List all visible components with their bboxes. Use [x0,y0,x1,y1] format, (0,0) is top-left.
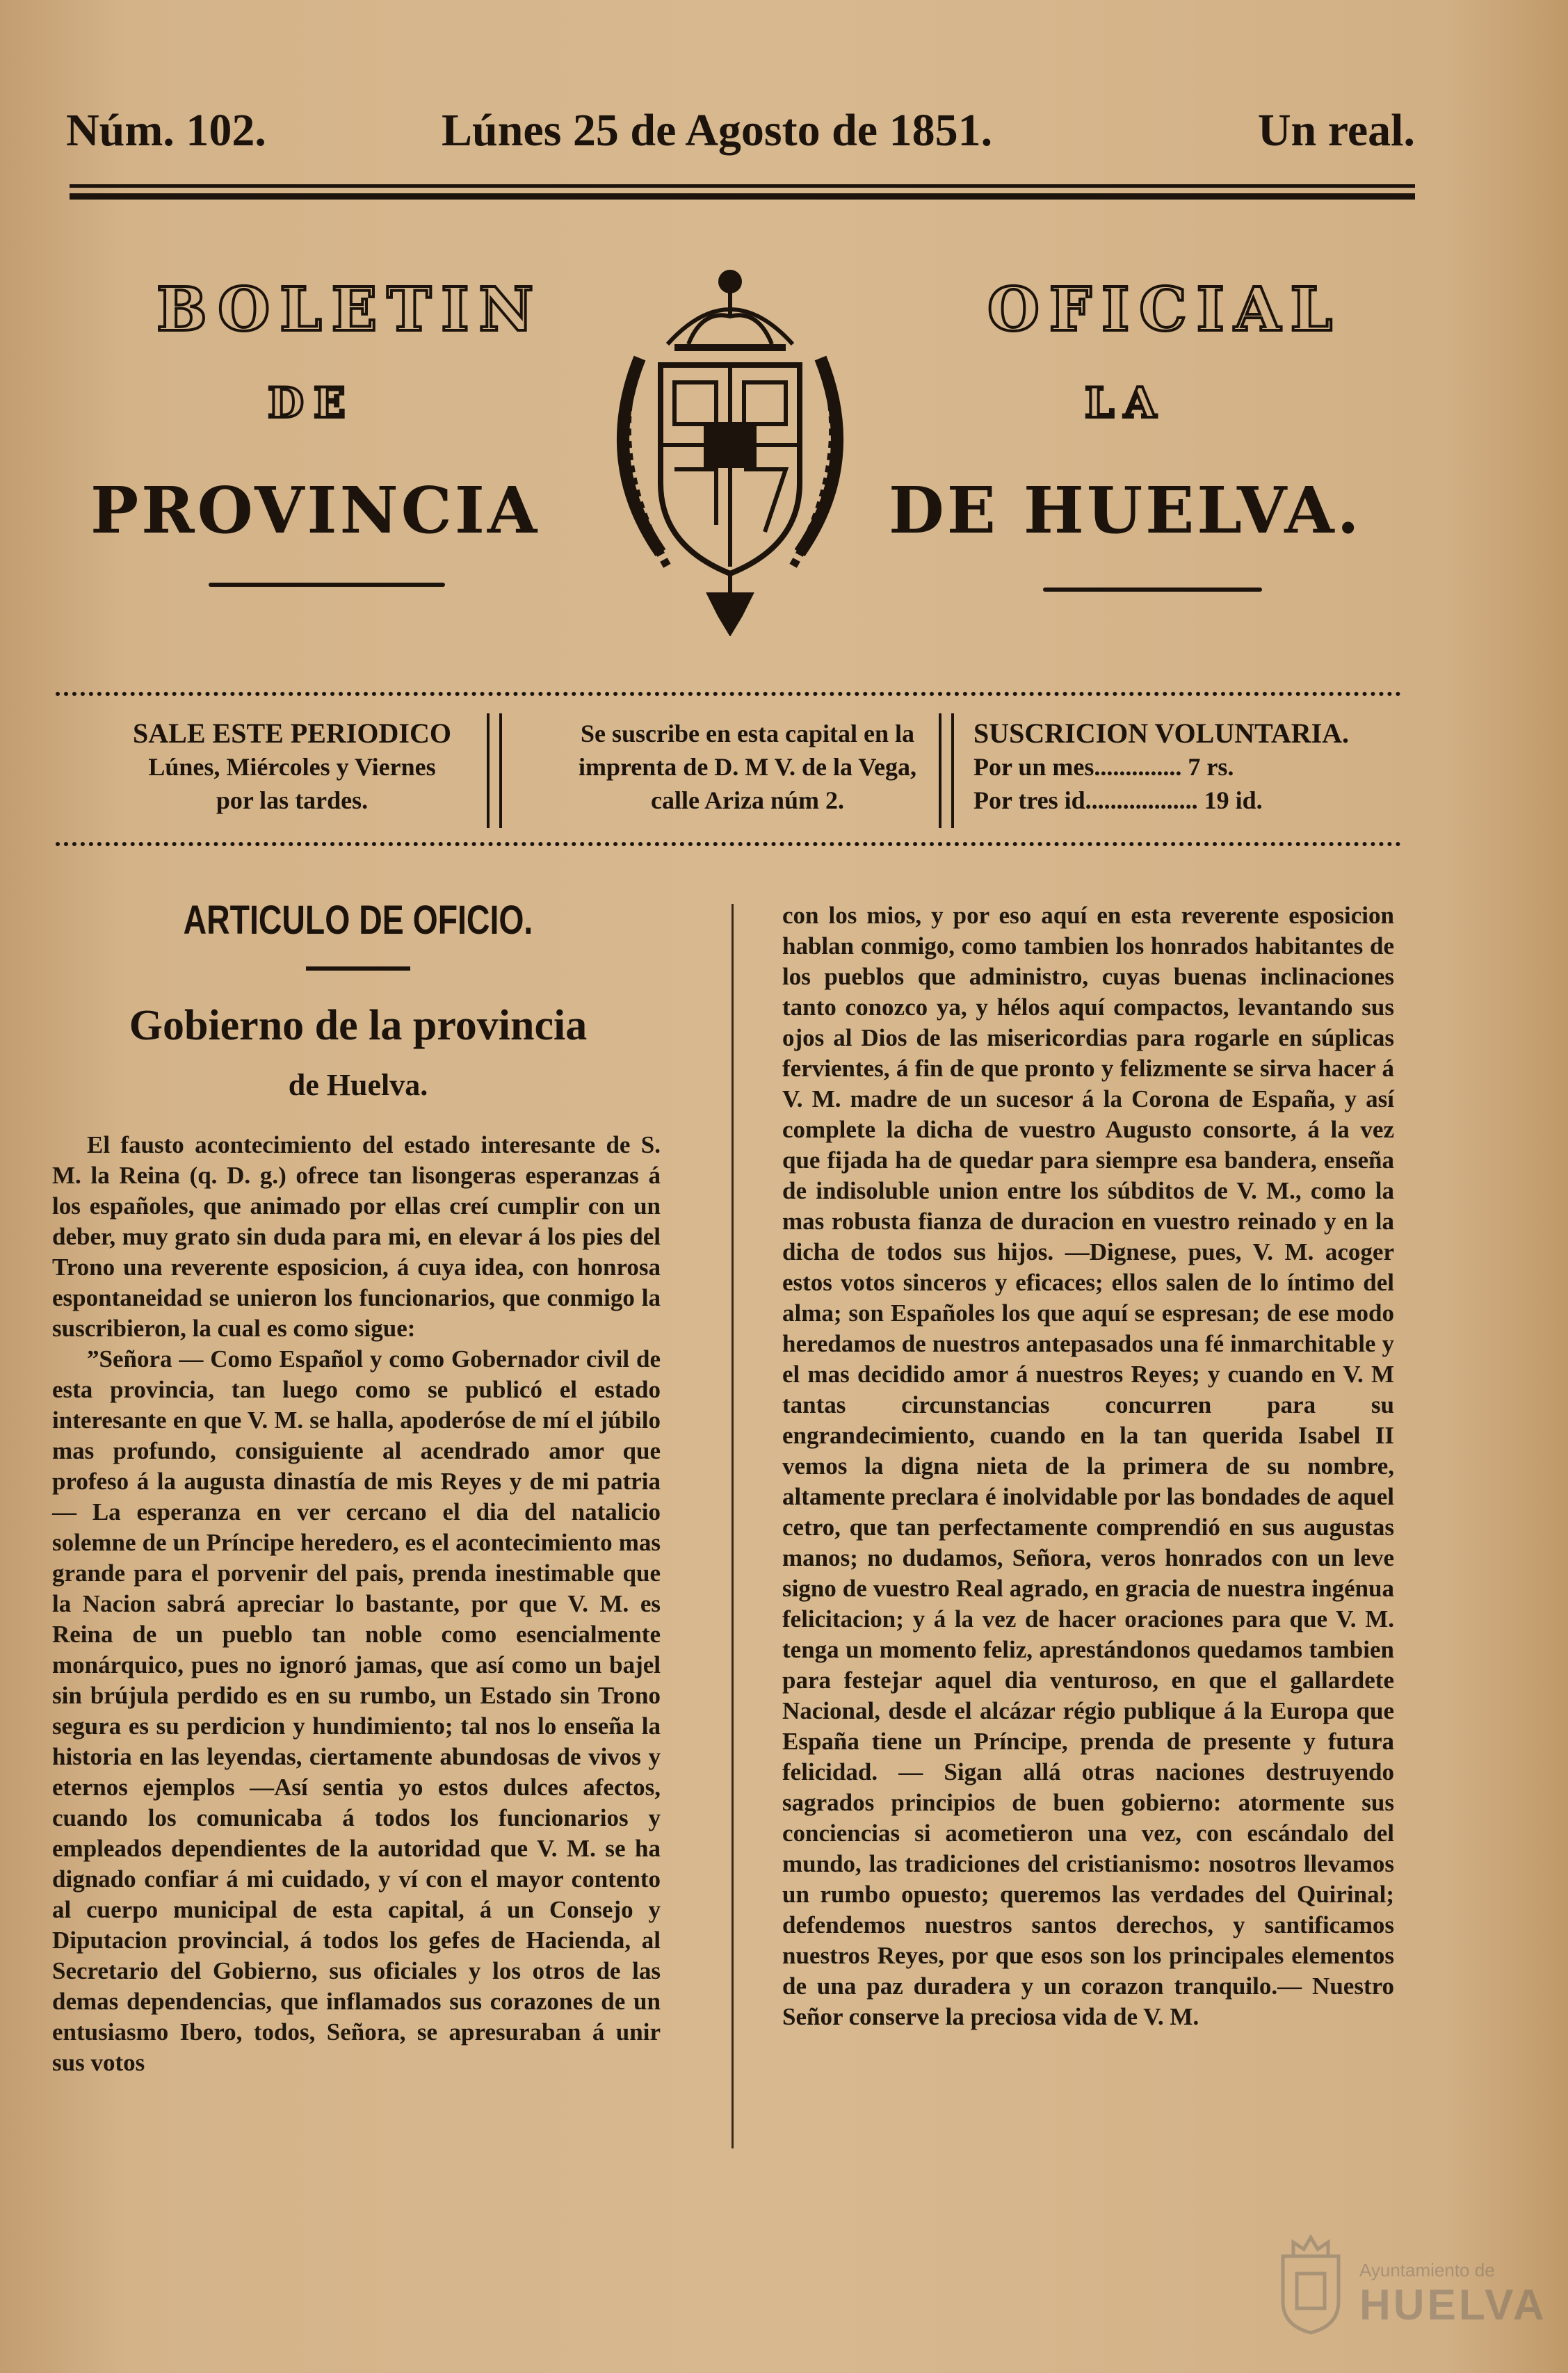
subscription-location [511,717,984,817]
masthead-word-boletin: BOLETIN [156,275,544,345]
article-heading: Gobierno de la provincia [129,1002,588,1049]
header-rule-bottom [70,193,1415,200]
article-subheading: de Huelva. [288,1068,428,1102]
masthead-word-la: LA [1085,379,1166,428]
masthead-word-de: DE [268,379,355,428]
issue-date: Lúnes 25 de Agosto de 1851. [442,105,993,156]
subscription-prices [973,717,1377,817]
section-title: ARTICULO DE OFICIO. [183,898,533,943]
issue-price: Un real. [1257,105,1415,156]
archive-watermark [1272,2225,1547,2350]
city-shield-icon [1272,2232,1349,2336]
watermark-line-2: HUELVA [1359,2281,1547,2329]
subscription-line-2: imprenta de D. M V. de la Vega, [578,753,917,781]
masthead-word-de-huelva: DE HUELVA. [889,473,1362,548]
header-rule-top [70,184,1415,188]
article-column-1 [52,1130,661,2078]
watermark-line-1: Ayuntamiento de [1359,2260,1495,2281]
price-one-month: Por un mes.............. 7 rs. [973,753,1234,781]
subscription-info-box [56,692,1401,846]
schedule-time: por las tardes. [216,786,369,814]
publication-schedule [83,717,501,817]
royal-crest-icon [584,261,876,636]
info-divider-left [487,713,502,828]
masthead-word-provincia: PROVINCIA [90,473,540,548]
subscription-line-3: calle Ariza núm 2. [651,786,844,814]
paragraph: ”Señora — Como Español y como Gobernador civil de esta provincia, tan luego como se publicó el estado interesante en que V. M. se halla, apoderóse de mí el júbilo mas profundo, consiguiente al acendrado amor que profeso á la augusta dinastía de mis Reyes y de mi patria — La esperanza en ver cercano el dia del natalicio solemne de un Príncipe heredero, es el acontecimiento mas grande para el porvenir del pais, prenda inestimable que la Nacion sabrá apreciar lo bastante, por que V. M. es Reina de un pueblo tan noble como esencialmente monárquico, pues no ignoró jamas, que así como un bajel sin brújula perdido es en su rumbo, un Estado sin Trono segura es su perdicion y hundimiento; tal nos lo enseña la historia en las leyendas, ciertamente abundosas de vivos y eternos ejemplos —Así sentia yo estos dulces afectos, cuando los comunicaba á todos los funcionarios y empleados dependientes de la autoridad que V. M. se ha dignado confiar á mi cuidado, y ví con el mayor contento al cuerpo municipal de esta capital, á un Consejo y Diputacion provincial, á todos los gefes de Hacienda, al Secretario del Gobierno, sus oficiales y los otros de las demas dependencias, que inflamados sus corazones de un entusiasmo Ibero, todos, Señora, se apresuraban á unir sus votos [52,1345,661,2076]
masthead-ornament-left [209,583,445,587]
subscription-line-1: Se suscribe en esta capital en la [581,720,914,747]
schedule-days: Lúnes, Miércoles y Viernes [148,753,436,781]
section-divider [306,966,410,971]
prices-title: SUSCRICION VOLUNTARIA. [973,718,1350,749]
article-column-2 [782,900,1394,2032]
column-divider [732,904,734,2148]
paragraph: con los mios, y por eso aquí en esta reverente esposicion hablan conmigo, como tambien los honrados habitantes de los pueblos que administro, cuyas buenas inclinaciones tanto conozco ya, y hélos aquí compactos, levantando sus ojos al Dios de las misericordias para rogarle en súplicas fervientes, á fin de que pronto y felizmente se sirva hacer á V. M. madre de un sucesor á la Corona de España, y así complete la dicha de vuestro Augusto consorte, á la vez que fijada ha de quedar para siempre esa bandera, enseña de indisoluble union entre los súbditos de V. M., como la mas robusta fianza de duracion en vuestro reinado y en la dicha de todos sus hijos. —Dignese, pues, V. M. acoger estos votos sinceros y eficaces; ellos salen de lo íntimo del alma; son Españoles los que aquí se espresan; de ese modo heredamos de nuestros antepasados una fé inmarchitable y el mas decidido amor á nuestros Reyes; y cuando en V. M tantas circunstancias concurren para su engrandecimiento, cuando en la tan querida Isabel II vemos la digna nieta de la primera de su nombre, altamente preclara é inolvidable por las bondades de aquel cetro, que tan perfectamente comprendió en sus augustas manos; no dudamos, Señora, veros honrados con un leve signo de vuestro Real agrado, en gracia de nuestra ingénua felicitacion; y á la vez de hacer oraciones para que V. M. tenga un momento feliz, aprestándonos quedamos tambien para festejar aquel dia venturoso, en que el gallardete Nacional, desde el alcázar régio publique á la Europa que España tiene un Príncipe, prenda de presente y futura felicidad. — Sigan allá otras naciones destruyendo sagrados principios de buen gobierno: atormente sus conciencias si acometieron una vez, con escándalo del mundo, las tradiciones del cristianismo: nosotros llevamos un rumbo opuesto; queremos las verdades del Quirinal; defendemos nuestros santos derechos, y santificamos nuestros Reyes, por que esos son los principales elementos de una paz duradera y un corazon tranquilo.— Nuestro Señor conserve la preciosa vida de V. M. [782,902,1394,2030]
masthead-ornament-right [1043,588,1262,592]
masthead-word-oficial: OFICIAL [987,275,1343,345]
price-three-months: Por tres id.................. 19 id. [973,786,1263,814]
paragraph: El fausto acontecimiento del estado interesante de S. M. la Reina (q. D. g.) ofrece tan lisongeras esperanzas á los españoles, que animado por ellas creí cumplir con un deber, muy grato sin duda para mi, en elevar á los pies del Trono una reverente esposicion, á cuya idea, con honrosa espontaneidad se unieron los funcionarios, que conmigo la suscribieron, la cual es como sigue: [52,1131,661,1342]
schedule-title: SALE ESTE PERIODICO [133,718,451,749]
issue-header [66,104,1415,167]
info-divider-right [939,713,954,828]
issue-number: Núm. 102. [66,105,266,156]
